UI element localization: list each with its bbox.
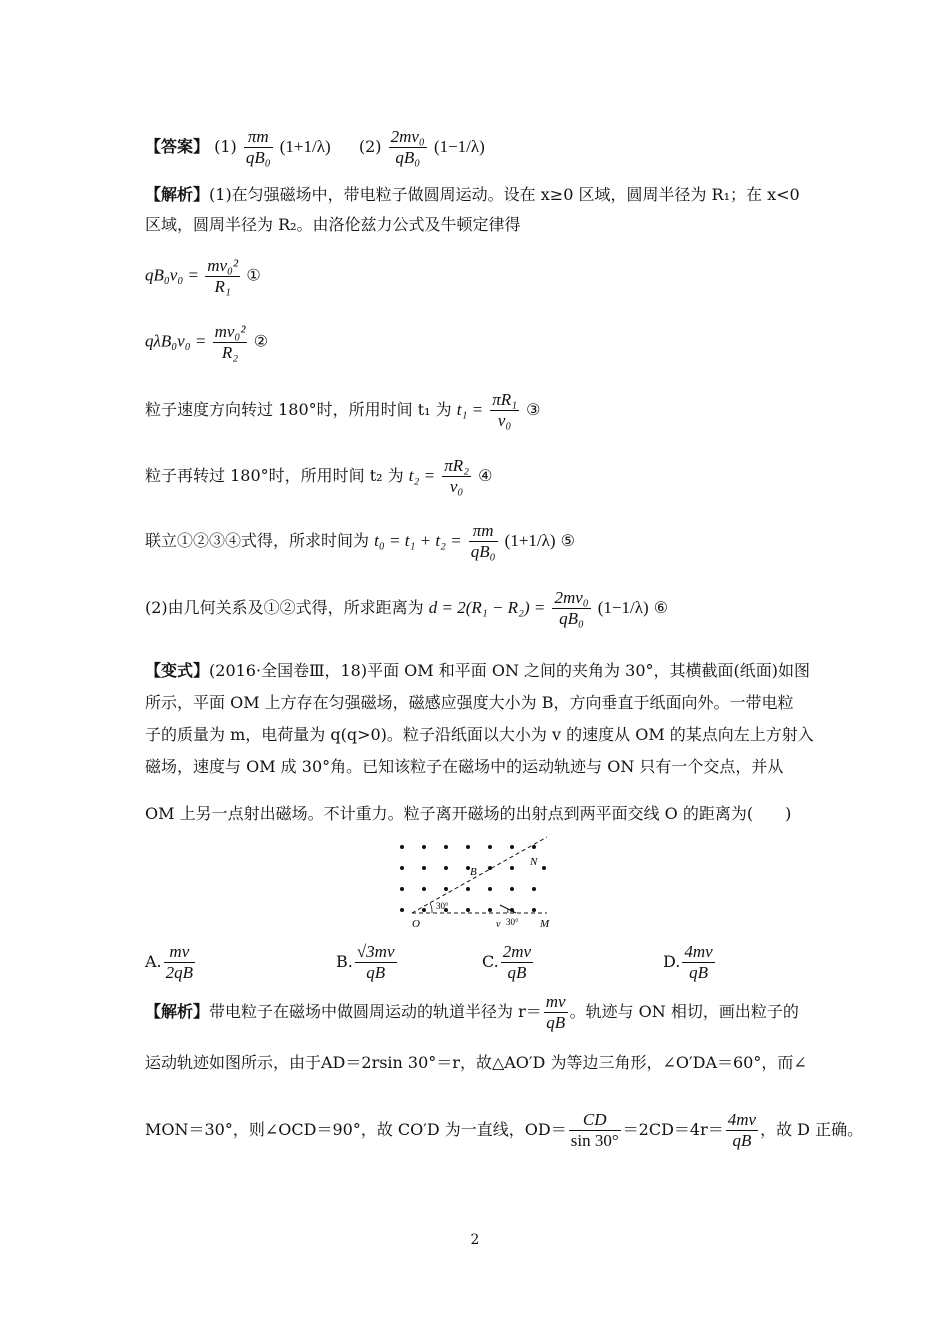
eq6-tail: (1−1/λ) bbox=[597, 598, 649, 617]
option-d[interactable] bbox=[663, 942, 717, 983]
variant-line5 bbox=[145, 803, 791, 825]
variant-line4 bbox=[145, 756, 783, 778]
analysis-text2: 区域，圆周半径为 R₂。由洛伦兹力公式及牛顿定律得 bbox=[145, 215, 521, 234]
eq1-frac bbox=[205, 256, 240, 297]
solution-text1b: 。轨迹与 ON 相切，画出粒子的 bbox=[569, 1002, 799, 1021]
eq1-num: mv₀² bbox=[207, 256, 239, 275]
solution-frac3-num: 4mv bbox=[727, 1110, 757, 1129]
analysis-line1 bbox=[145, 184, 800, 206]
eq4-frac bbox=[442, 456, 471, 497]
eq5-frac bbox=[469, 521, 498, 562]
option-a-den: 2qB bbox=[165, 963, 194, 982]
variant-text4: 磁场，速度与 OM 成 30°角。已知该粒子在磁场中的运动轨迹与 ON 只有一个交点，并从 bbox=[145, 757, 784, 776]
option-b-den: qB bbox=[366, 963, 386, 982]
analysis-line2 bbox=[145, 214, 521, 236]
eq2-frac bbox=[213, 322, 248, 363]
equation-1 bbox=[145, 256, 261, 297]
variant-line2 bbox=[145, 692, 794, 714]
eq5-text: 联立①②③④式得，所求时间为 bbox=[145, 531, 370, 550]
eq1-den: R₁ bbox=[214, 277, 231, 296]
solution-text3c: ，故 D 正确。 bbox=[760, 1120, 864, 1139]
eq3-num: πR₁ bbox=[492, 390, 518, 409]
angle-bottom-label: 30° bbox=[506, 917, 519, 927]
answer-part1: (1) bbox=[214, 137, 237, 156]
eq6-tag: ⑥ bbox=[653, 598, 669, 617]
eq2-lhs: qλB₀v₀ = bbox=[145, 331, 207, 351]
answer-line bbox=[145, 127, 485, 168]
option-a-num: mv bbox=[164, 942, 195, 963]
option-c-den: qB bbox=[507, 963, 527, 982]
eq5-den: qB₀ bbox=[470, 542, 496, 561]
eq5-num: πm bbox=[469, 521, 498, 542]
variant-line3 bbox=[145, 724, 814, 746]
page-number: 2 bbox=[470, 1232, 480, 1248]
answer-label: 【答案】 bbox=[145, 137, 210, 156]
eq6-lhs: d = 2(R₁ − R₂) = bbox=[428, 598, 546, 617]
label-v: v bbox=[496, 919, 501, 930]
variant-label: 【变式】 bbox=[145, 661, 210, 680]
option-c-num: 2mv bbox=[502, 942, 532, 961]
eq1-tag: ① bbox=[246, 267, 261, 285]
eq3-frac bbox=[490, 390, 519, 431]
eq3-den: v₀ bbox=[497, 411, 512, 430]
eq5-tail: (1+1/λ) bbox=[504, 531, 556, 550]
option-b[interactable] bbox=[336, 942, 399, 983]
equation-4 bbox=[145, 456, 492, 497]
answer-frac1-num: πm bbox=[244, 127, 273, 148]
equation-3 bbox=[145, 390, 540, 431]
option-d-num: 4mv bbox=[684, 942, 713, 961]
variant-line1 bbox=[145, 660, 810, 682]
eq3-tag: ③ bbox=[526, 400, 541, 419]
eq4-tag: ④ bbox=[478, 466, 493, 485]
option-d-den: qB bbox=[689, 963, 708, 982]
option-c-letter: C. bbox=[482, 952, 499, 971]
solution-line2 bbox=[145, 1052, 807, 1074]
answer-frac1-den: qB₀ bbox=[245, 148, 271, 167]
plane-ON-line bbox=[412, 837, 547, 913]
solution-line3 bbox=[145, 1110, 863, 1151]
variant-text2: 所示，平面 OM 上方存在匀强磁场，磁感应强度大小为 B，方向垂直于纸面向外。一带电粒 bbox=[145, 693, 794, 712]
option-b-frac bbox=[355, 942, 397, 983]
eq6-den: qB₀ bbox=[559, 609, 584, 628]
answer-frac2-num: 2mv₀ bbox=[390, 127, 425, 146]
option-a-letter: A. bbox=[145, 952, 162, 971]
eq3-lhs: t₁ = bbox=[456, 400, 484, 419]
eq2-den: R₂ bbox=[221, 343, 239, 362]
eq3-text: 粒子速度方向转过 180°时，所用时间 t₁ 为 bbox=[145, 400, 452, 419]
eq1-lhs: qB₀v₀ = bbox=[145, 265, 199, 285]
solution-text1a: 带电粒子在磁场中做圆周运动的轨道半径为 r＝ bbox=[209, 1002, 542, 1021]
solution-frac3 bbox=[726, 1110, 758, 1151]
answer-frac1 bbox=[244, 127, 273, 168]
option-c-frac bbox=[501, 942, 533, 983]
eq2-num: mv₀² bbox=[214, 322, 246, 341]
solution-frac2-den: sin 30° bbox=[570, 1131, 619, 1150]
eq4-num: πR₂ bbox=[444, 456, 470, 475]
analysis-label: 【解析】 bbox=[145, 185, 210, 204]
angle-arc-top bbox=[430, 903, 432, 913]
analysis-text1: (1)在匀强磁场中，带电粒子做圆周运动。设在 x≥0 区域，圆周半径为 R₁；在 x<0 bbox=[209, 185, 800, 204]
answer-tail1: (1+1/λ) bbox=[279, 137, 331, 156]
eq5-tag: ⑤ bbox=[560, 531, 575, 550]
equation-6 bbox=[145, 588, 668, 629]
solution-frac1-den: qB bbox=[546, 1013, 566, 1032]
eq6-num: 2mv₀ bbox=[554, 588, 589, 607]
equation-2 bbox=[145, 322, 268, 363]
solution-frac1 bbox=[544, 992, 568, 1033]
eq6-frac bbox=[552, 588, 590, 629]
eq5-lhs: t₀ = t₁ + t₂ = bbox=[374, 531, 462, 550]
eq4-den: v₀ bbox=[449, 477, 464, 496]
label-N: N bbox=[530, 856, 538, 868]
equation-5 bbox=[145, 521, 575, 562]
label-B: B bbox=[470, 866, 477, 878]
angle-top-label: 30° bbox=[436, 901, 449, 911]
answer-frac2 bbox=[389, 127, 427, 168]
answer-part2: (2) bbox=[358, 137, 382, 156]
solution-frac2-num: CD bbox=[569, 1110, 621, 1131]
variant-text5: OM 上另一点射出磁场。不计重力。粒子离开磁场的出射点到两平面交线 O 的距离为( ) bbox=[145, 804, 792, 823]
option-d-letter: D. bbox=[663, 952, 681, 971]
solution-text3b: ＝2CD＝4r＝ bbox=[622, 1120, 724, 1139]
solution-frac2 bbox=[569, 1110, 621, 1151]
variant-text1: (2016·全国卷Ⅲ，18)平面 OM 和平面 ON 之间的夹角为 30°，其横截面(纸面)如图 bbox=[209, 661, 810, 680]
label-M: M bbox=[540, 918, 550, 930]
variant-text3: 子的质量为 m，电荷量为 q(q>0)。粒子沿纸面以大小为 v 的速度从 OM 的某点向左上方射入 bbox=[145, 725, 814, 744]
option-b-letter: B. bbox=[336, 952, 353, 971]
option-b-num: √3mv bbox=[356, 942, 395, 961]
solution-line1 bbox=[145, 992, 799, 1033]
eq2-tag: ② bbox=[253, 333, 269, 351]
option-a[interactable] bbox=[145, 942, 197, 983]
solution-frac1-num: mv bbox=[545, 992, 566, 1011]
eq4-lhs: t₂ = bbox=[408, 466, 436, 485]
label-O: O bbox=[412, 918, 420, 930]
answer-frac2-den: qB₀ bbox=[395, 148, 421, 167]
answer-tail2: (1−1/λ) bbox=[433, 137, 485, 156]
magnetic-field-figure bbox=[392, 835, 562, 935]
eq4-text: 粒子再转过 180°时，所用时间 t₂ 为 bbox=[145, 466, 404, 485]
solution-frac3-den: qB bbox=[732, 1131, 752, 1150]
solution-text2: 运动轨迹如图所示，由于AD＝2rsin 30°＝r，故△AO′D 为等边三角形，∠O′DA＝60°，而∠ bbox=[145, 1053, 807, 1072]
option-d-frac bbox=[682, 942, 714, 983]
solution-label: 【解析】 bbox=[145, 1002, 210, 1021]
option-c[interactable] bbox=[482, 942, 535, 983]
option-a-frac bbox=[164, 942, 195, 983]
solution-text3a: MON＝30°，则∠OCD＝90°，故 CO′D 为一直线，OD＝ bbox=[145, 1120, 567, 1139]
eq6-text: (2)由几何关系及①②式得，所求距离为 bbox=[145, 598, 424, 617]
